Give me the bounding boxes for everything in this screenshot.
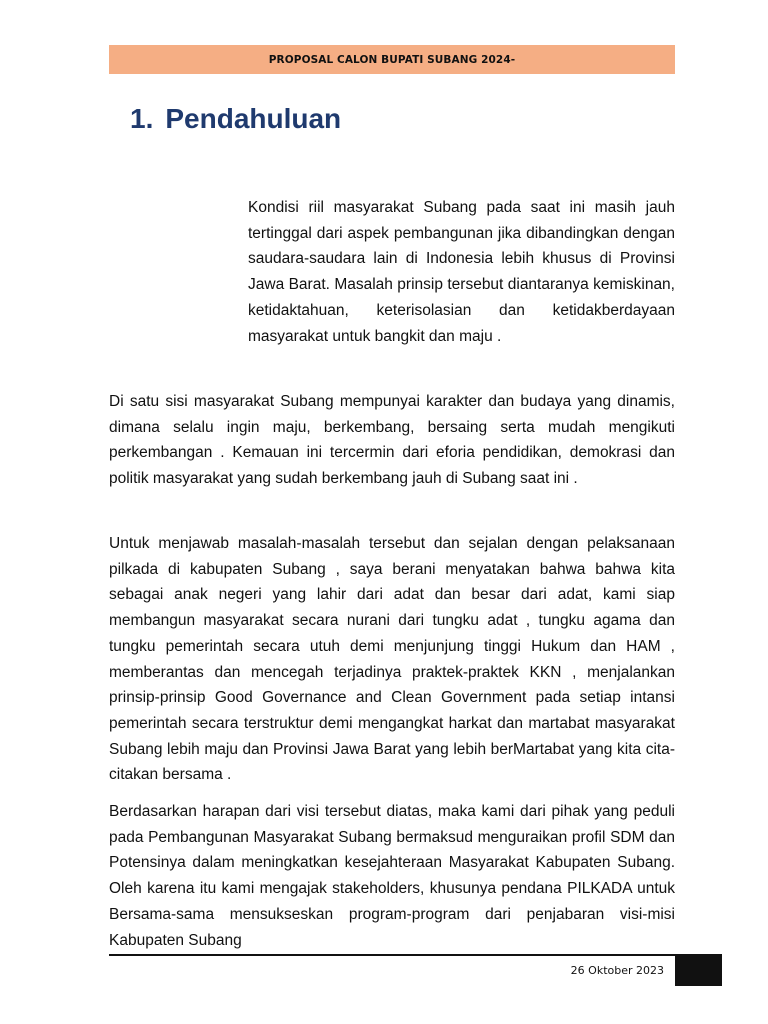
paragraph-character: Di satu sisi masyarakat Subang mempunyai karakter dan budaya yang dinamis, dimana selalu ingin maju, berkembang, bersaing serta mudah mengikuti perkembangan . Kemauan ini tercermin dari eforia pendidikan, demokrasi dan politik masyarakat yang sudah berkembang jauh di Subang saat ini . bbox=[109, 393, 675, 488]
document-header bbox=[109, 45, 675, 74]
paragraph-invitation: Berdasarkan harapan dari visi tersebut diatas, maka kami dari pihak yang peduli pada Pembangunan Masyarakat Subang bermaksud menguraikan profil SDM dan Potensinya dalam meningkatkan kesejahteraan Masyarakat Kabupaten Subang. Oleh karena itu kami mengajak stakeholders, khusunya pendana PILKADA untuk Bersama-sama mensukseskan program-program dari penjabaran visi-misi Kabupaten Subang bbox=[109, 803, 675, 949]
page-number-block bbox=[675, 954, 722, 986]
header-title: PROPOSAL CALON BUPATI SUBANG 2024- bbox=[268, 53, 516, 66]
footer-date: 26 Oktober 2023 bbox=[570, 964, 664, 977]
footer-divider bbox=[109, 954, 675, 956]
section-title: Pendahuluan bbox=[165, 103, 342, 134]
section-heading bbox=[130, 103, 341, 135]
intro-paragraph: Kondisi riil masyarakat Subang pada saat ini masih jauh tertinggal dari aspek pembangunan jika dibandingkan dengan saudara-saudara lain di Indonesia lebih khusus di Provinsi Jawa Barat. Masalah prinsip tersebut diantaranya kemiskinan, ketidaktahuan, keterisolasian dan ketidakberdayaan masyarakat untuk bangkit dan maju . bbox=[248, 199, 675, 345]
paragraph-commitment: Untuk menjawab masalah-masalah tersebut dan sejalan dengan pelaksanaan pilkada di kabupaten Subang , saya berani menyatakan bahwa bahwa kita sebagai anak negeri yang lahir dari adat dan besar dari adat, kami siap membangun masyarakat secara nurani dari tungku adat , tungku agama dan tungku pemerintah secara utuh demi menjunjung tinggi Hukum dan HAM , memberantas dan mencegah terjadinya praktek-praktek KKN , menjalankan prinsip-prinsip Good Governance and Clean Government pada setiap intansi pemerintah secara terstruktur demi mengangkat harkat dan martabat masyarakat Subang lebih maju dan Provinsi Jawa Barat yang lebih berMartabat yang kita cita-citakan bersama . bbox=[109, 535, 675, 784]
section-number: 1. bbox=[130, 103, 154, 134]
